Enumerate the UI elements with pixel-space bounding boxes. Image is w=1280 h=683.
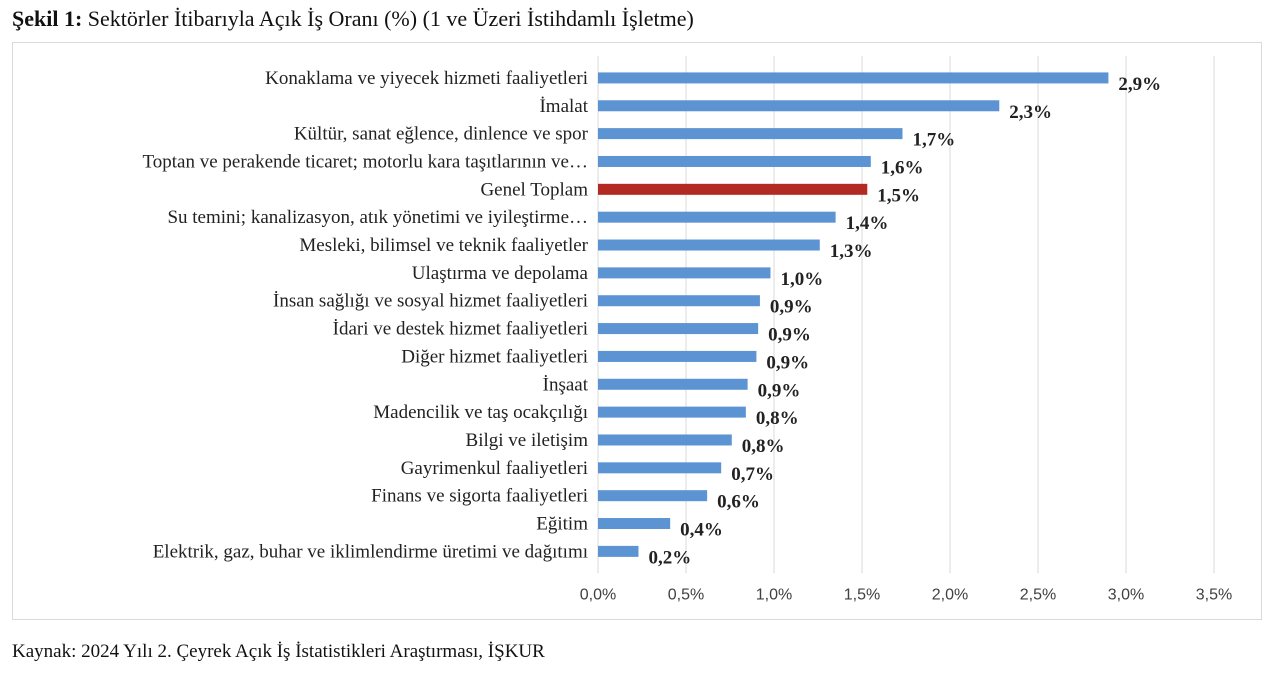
category-label: İnşaat [542,374,588,396]
bar [598,100,999,111]
data-label: 1,4% [845,213,889,235]
data-label: 0,7% [731,463,774,485]
category-label: Genel Toplam [480,179,588,201]
bars [598,72,1108,556]
category-labels [142,68,588,562]
chart-title [12,6,694,32]
data-label: 0,9% [766,352,810,374]
bar [598,434,732,445]
x-tick-label: 2,0% [931,586,969,604]
data-label: 0,8% [755,408,799,430]
data-label: 1,6% [880,157,924,179]
bar [598,156,871,167]
category-label: Su temini; kanalizasyon, atık yönetimi ve iyileştirme… [167,207,588,229]
data-label: 2,3% [1009,101,1053,123]
category-label: Bilgi ve iletişim [465,429,588,451]
bar [598,518,670,529]
data-label: 0,4% [680,519,723,541]
category-label: Konaklama ve yiyecek hizmeti faaliyetleri [265,67,588,89]
category-label: Kültür, sanat eğlence, dinlence ve spor [293,123,588,145]
data-label: 0,6% [717,491,760,513]
bar [598,462,721,473]
bar [598,379,748,390]
bar [598,240,820,251]
bar-chart [12,42,1262,620]
bar [598,184,867,195]
data-labels [648,74,1161,568]
x-tick-label: 1,5% [843,586,881,604]
bar [598,351,756,362]
data-label: 1,5% [877,185,921,207]
category-label: Gayrimenkul faaliyetleri [400,457,588,479]
category-label: Madencilik ve taş ocakçılığı [373,402,588,424]
bar [598,128,902,139]
data-label: 1,3% [829,241,873,263]
bar [598,295,760,306]
category-label: Mesleki, bilimsel ve teknik faaliyetler [299,235,588,257]
data-label: 1,7% [912,129,956,151]
category-label: Diğer hizmet faaliyetleri [401,346,588,368]
category-label: İmalat [539,95,588,117]
chart-title-text: Sektörler İtibarıyla Açık İş Oranı (%) (1 ve Üzeri İstihdamlı İşletme) [82,6,694,31]
category-label: Eğitim [536,513,588,535]
source-note: Kaynak: 2024 Yılı 2. Çeyrek Açık İş İstatistikleri Araştırması, İŞKUR [12,641,545,662]
bar [598,546,638,557]
x-tick-label: 0,5% [667,586,705,604]
data-label: 1,0% [780,268,824,290]
category-label: Ulaştırma ve depolama [411,262,588,284]
data-label: 0,9% [757,380,801,402]
category-label: İdari ve destek hizmet faaliyetleri [332,318,588,340]
bar [598,407,746,418]
bar [598,72,1108,83]
data-label: 0,2% [648,547,692,569]
x-axis-tick-labels [580,586,1232,603]
bar [598,490,707,501]
category-label: Elektrik, gaz, buhar ve iklimlendirme üretimi ve dağıtımı [152,541,588,563]
bar [598,212,836,223]
category-label: İnsan sağlığı ve sosyal hizmet faaliyetleri [273,290,588,312]
data-label: 0,8% [741,435,785,457]
x-tick-label: 3,5% [1195,586,1233,604]
x-tick-label: 3,0% [1107,586,1145,604]
x-tick-label: 2,5% [1019,586,1057,604]
category-label: Toptan ve perakende ticaret; motorlu kara taşıtlarının ve… [142,151,588,173]
x-tick-label: 1,0% [755,586,793,604]
figure-number: Şekil 1: [12,6,83,31]
x-tick-label: 0,0% [579,586,617,604]
data-label: 2,9% [1118,73,1162,95]
data-label: 0,9% [769,296,813,318]
bar [598,323,758,334]
data-label: 0,9% [768,324,811,346]
bar [598,267,770,278]
category-label: Finans ve sigorta faaliyetleri [371,485,588,507]
